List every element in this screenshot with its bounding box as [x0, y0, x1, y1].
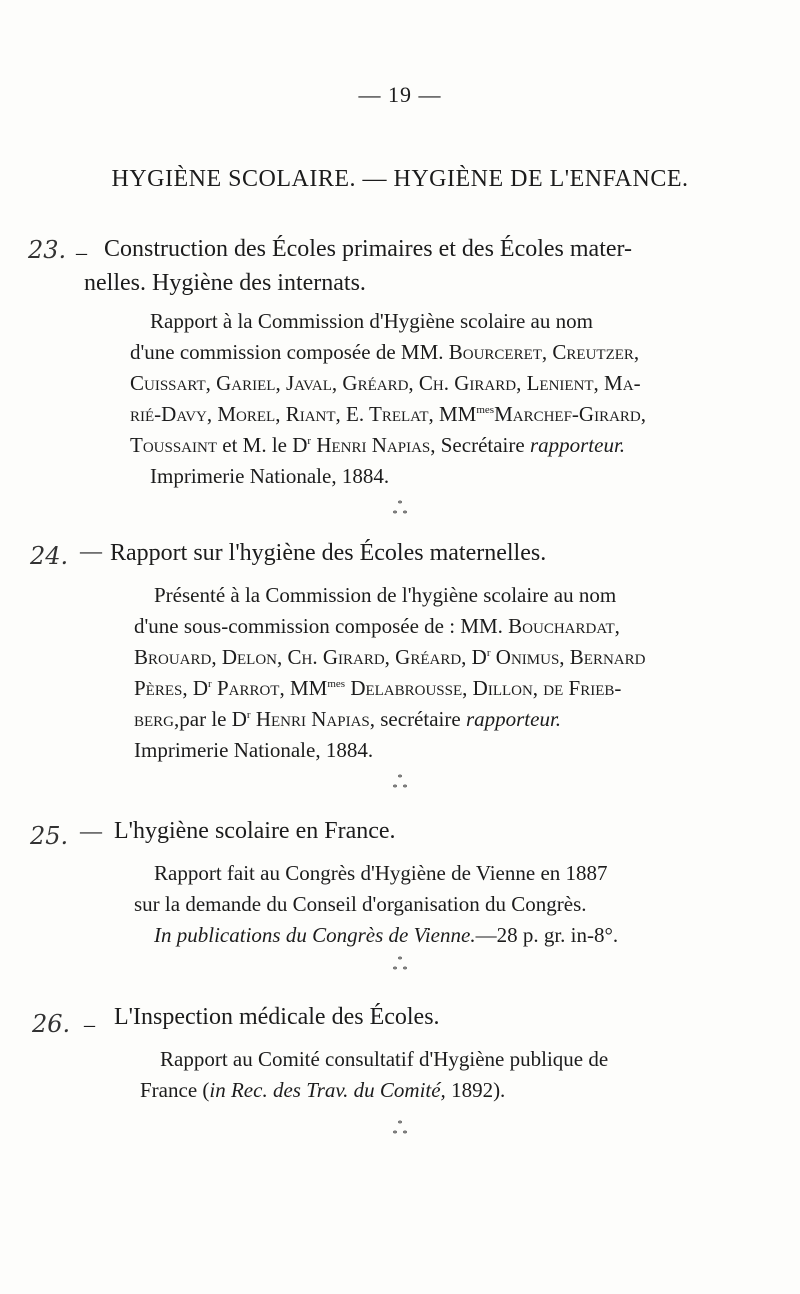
entry-title-line: Rapport sur l'hygiène des Écoles maternelles.: [110, 540, 547, 566]
entry-dash: —: [80, 818, 102, 843]
entry-dash: _: [84, 1004, 95, 1029]
body-line: Rapport à la Commission d'Hygiène scolaire au nom: [150, 309, 593, 333]
asterism: * * *: [392, 1119, 408, 1140]
body-line: d'une commission composée de MM. Bourceret, Creutzer,: [130, 340, 640, 364]
section-title: HYGIÈNE SCOLAIRE. — HYGIÈNE DE L'ENFANCE.: [111, 166, 689, 192]
body-line: Toussaint et M. le $D^r$ Henri Napias, Secrétaire rapporteur.: [130, 433, 626, 457]
asterism: * * *: [392, 499, 408, 520]
body-line: sur la demande du Conseil d'organisation du Congrès.: [134, 892, 587, 916]
entry-title-line: nelles. Hygiène des internats.: [84, 270, 366, 296]
handwritten-number: 23.: [28, 236, 67, 264]
page-number: — 19 —: [358, 82, 442, 107]
body-line: rié-Davy, Morel, Riant, E. Trelat, $MM^{mes}Marchef$-Girard,: [130, 402, 647, 426]
entry-title-line: L'hygiène scolaire en France.: [114, 818, 396, 844]
body-line: In publications du Congrès de Vienne.—28 p. gr. in-8°.: [154, 923, 619, 947]
asterism: * * *: [392, 955, 408, 976]
body-line: Rapport au Comité consultatif d'Hygiène publique de: [160, 1047, 609, 1071]
entry-title: [104, 232, 632, 267]
body-line: Brouard, Delon, Ch. Girard, Gréard, $D^r$ Onimus, Bernard: [134, 645, 646, 669]
entry-title-line: Construction des Écoles primaires et des Écoles mater-: [104, 236, 633, 262]
entry-dash: —: [80, 538, 102, 563]
entry-title: [114, 814, 396, 849]
entry-title-line: L'Inspection médicale des Écoles.: [114, 1004, 440, 1030]
entry-title: [110, 536, 546, 571]
body-line: Pères, $D^r$ Parrot, $MM^{mes}$ Delabrousse, Dillon, de Frieb-: [134, 676, 622, 700]
body-line: Présenté à la Commission de l'hygiène scolaire au nom: [154, 583, 617, 607]
entry-title-continued: [84, 266, 366, 301]
entry-dash: _: [76, 232, 87, 257]
handwritten-number: 25.: [30, 822, 69, 850]
body-line: France (in Rec. des Trav. du Comité, 1892).: [140, 1078, 506, 1102]
entry-body: [134, 858, 618, 951]
handwritten-number: 26.: [32, 1010, 71, 1038]
handwritten-number: 24.: [30, 542, 69, 570]
body-line: Cuissart, Gariel, Javal, Gréard, Ch. Girard, Lenient, Ma-: [130, 371, 641, 395]
entry-body: [140, 1044, 608, 1106]
publisher-line: Imprimerie Nationale, 1884.: [134, 738, 374, 762]
asterism: * * *: [392, 773, 408, 794]
body-line: Rapport fait au Congrès d'Hygiène de Vienne en 1887: [154, 861, 608, 885]
entry-body: [134, 580, 645, 766]
entry-body: [130, 306, 646, 492]
entry-title: [114, 1000, 440, 1035]
publisher-line: Imprimerie Nationale, 1884.: [150, 464, 390, 488]
body-line: d'une sous-commission composée de : MM. Bouchardat,: [134, 614, 620, 638]
body-line: berg,par le $D^r$ Henri Napias, secrétaire rapporteur.: [134, 707, 562, 731]
